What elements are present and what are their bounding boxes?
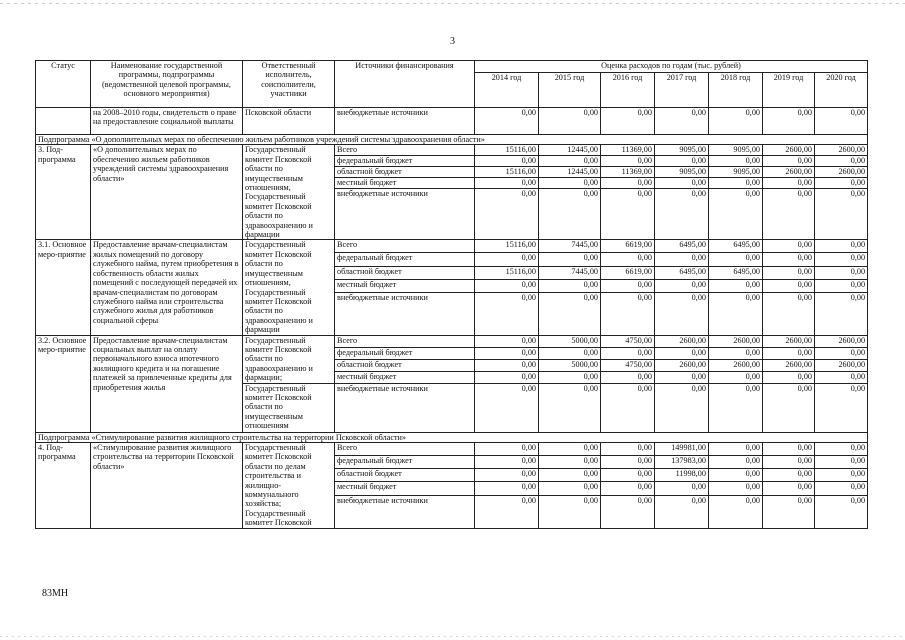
value-cell: 2600,00 xyxy=(763,359,815,371)
scan-edge-bottom xyxy=(0,636,905,637)
value-cell: 6495,00 xyxy=(709,266,763,279)
value-cell: 7445,00 xyxy=(539,240,601,253)
budget-table xyxy=(35,60,868,529)
value-cell: 0,00 xyxy=(475,456,539,469)
value-cell: 0,00 xyxy=(475,347,539,359)
value-cell: 0,00 xyxy=(539,279,601,292)
value-cell: 0,00 xyxy=(655,253,709,266)
source-regional: областной бюджет xyxy=(335,266,475,279)
value-cell: 6495,00 xyxy=(655,266,709,279)
value-cell: 0,00 xyxy=(539,253,601,266)
value-cell: 0,00 xyxy=(763,371,815,383)
table-row xyxy=(36,145,868,156)
year-2020: 2020 год xyxy=(815,73,868,108)
value-cell: 0,00 xyxy=(815,482,868,495)
value-cell: 0,00 xyxy=(539,178,601,189)
value-cell: 12445,00 xyxy=(539,145,601,156)
value-cell: 0,00 xyxy=(763,469,815,482)
year-2018: 2018 год xyxy=(709,73,763,108)
value-cell: 0,00 xyxy=(475,383,539,432)
value-cell: 5000,00 xyxy=(539,359,601,371)
block-4-status: 4. Под-программа xyxy=(36,442,91,528)
header-name: Наименование государственной программы, подпрограммы (ведомственной целевой программы, основного мероприятия) xyxy=(91,61,243,108)
value-cell: 0,00 xyxy=(475,156,539,167)
source-federal: федеральный бюджет xyxy=(335,156,475,167)
value-cell: 0,00 xyxy=(601,292,655,335)
subprogram-4-title: Подпрограмма «Стимулирование развития жилищного строительства на территории Псковской области» xyxy=(36,432,868,442)
value-cell: 0,00 xyxy=(815,347,868,359)
value-cell: 0,00 xyxy=(475,178,539,189)
year-2016: 2016 год xyxy=(601,73,655,108)
value-cell: 0,00 xyxy=(763,108,815,135)
header-executor: Ответственный исполнитель, соисполнители, участники xyxy=(243,61,335,108)
value-cell: 0,00 xyxy=(763,495,815,528)
year-2015: 2015 год xyxy=(539,73,601,108)
source-local: местный бюджет xyxy=(335,178,475,189)
value-cell: 0,00 xyxy=(763,347,815,359)
value-cell: 0,00 xyxy=(601,178,655,189)
value-cell: 0,00 xyxy=(601,383,655,432)
source-local: местный бюджет xyxy=(335,371,475,383)
scan-edge-top xyxy=(0,3,905,4)
source-regional: областной бюджет xyxy=(335,469,475,482)
value-cell: 0,00 xyxy=(601,442,655,455)
table-row xyxy=(36,240,868,253)
header-row xyxy=(36,61,868,73)
value-cell: 0,00 xyxy=(475,371,539,383)
value-cell: 6495,00 xyxy=(709,240,763,253)
value-cell: 0,00 xyxy=(815,178,868,189)
value-cell: 2600,00 xyxy=(655,359,709,371)
value-cell: 0,00 xyxy=(709,189,763,240)
value-cell: 15116,00 xyxy=(475,240,539,253)
block-4-executor: Государственный комитет Псковской области по делам строительства и жилищно-коммунального хозяйства; Государственный комитет Псковской xyxy=(243,442,335,528)
value-cell: 0,00 xyxy=(655,495,709,528)
value-cell: 0,00 xyxy=(709,495,763,528)
value-cell: 0,00 xyxy=(763,189,815,240)
footer-code: 83МН xyxy=(42,588,69,599)
value-cell: 11998,00 xyxy=(655,469,709,482)
value-cell: 0,00 xyxy=(475,469,539,482)
value-cell: 0,00 xyxy=(655,292,709,335)
value-cell: 0,00 xyxy=(539,482,601,495)
value-cell: 0,00 xyxy=(539,371,601,383)
block-3-status: 3. Под-программа xyxy=(36,145,91,240)
value-cell: 0,00 xyxy=(763,156,815,167)
value-cell: 0,00 xyxy=(601,279,655,292)
value-cell: 0,00 xyxy=(475,335,539,347)
value-cell: 0,00 xyxy=(763,442,815,455)
value-cell: 0,00 xyxy=(655,178,709,189)
block-3-executor: Государственный комитет Псковской области по имущественным отношениям, Государственный комитет Псковской области по здравоохранению и фармации xyxy=(243,145,335,240)
value-cell: 0,00 xyxy=(709,253,763,266)
value-cell: 0,00 xyxy=(709,347,763,359)
value-cell: 6619,00 xyxy=(601,266,655,279)
value-cell: 0,00 xyxy=(815,456,868,469)
value-cell: 2600,00 xyxy=(709,359,763,371)
source-local: местный бюджет xyxy=(335,279,475,292)
value-cell: 0,00 xyxy=(539,469,601,482)
value-cell: 0,00 xyxy=(601,108,655,135)
value-cell: 0,00 xyxy=(709,156,763,167)
continuation-name: на 2008–2010 годы, свидетельств о праве на предоставление социальной выплаты xyxy=(91,108,243,135)
value-cell: 0,00 xyxy=(815,442,868,455)
value-cell: 0,00 xyxy=(601,456,655,469)
value-cell: 0,00 xyxy=(763,279,815,292)
block-31-name: Предоставление врачам-специалистам жилых помещений по договору служебного найма, путем приобретения в собственность области жилых помещений с последующей передачей их врачам-специалистам по договорам служебного найма или строительства служебного жилья для работников социальной сферы xyxy=(91,240,243,335)
value-cell: 0,00 xyxy=(815,383,868,432)
source-total: Всего xyxy=(335,335,475,347)
value-cell: 0,00 xyxy=(475,253,539,266)
source-offbudget: внебюджетные источники xyxy=(335,495,475,528)
value-cell: 2600,00 xyxy=(815,335,868,347)
source-federal: федеральный бюджет xyxy=(335,347,475,359)
value-cell: 0,00 xyxy=(709,292,763,335)
subprogram-3-title: Подпрограмма «О дополнительных мерах по обеспечению жильем работников учреждений системы здравоохранения области» xyxy=(36,135,868,145)
subprogram-title-row xyxy=(36,135,868,145)
value-cell: 0,00 xyxy=(475,108,539,135)
header-sources: Источники финансирования xyxy=(335,61,475,108)
header-status: Статус xyxy=(36,61,91,108)
source-offbudget: внебюджетные источники xyxy=(335,292,475,335)
value-cell: 5000,00 xyxy=(539,335,601,347)
block-32-status: 3.2. Основное меро-приятие xyxy=(36,335,91,432)
value-cell: 0,00 xyxy=(539,456,601,469)
value-cell: 0,00 xyxy=(763,292,815,335)
value-cell: 15116,00 xyxy=(475,266,539,279)
value-cell: 0,00 xyxy=(709,279,763,292)
value-cell: 0,00 xyxy=(709,108,763,135)
source-total: Всего xyxy=(335,145,475,156)
value-cell: 0,00 xyxy=(475,482,539,495)
value-cell: 2600,00 xyxy=(815,167,868,178)
value-cell: 0,00 xyxy=(815,371,868,383)
block-3-name: «О дополнительных мерах по обеспечению жильем работников учреждений системы здравоохранения области» xyxy=(91,145,243,240)
year-2019: 2019 год xyxy=(763,73,815,108)
page-number: 3 xyxy=(450,36,455,47)
value-cell: 0,00 xyxy=(815,253,868,266)
value-cell: 0,00 xyxy=(601,469,655,482)
value-cell: 0,00 xyxy=(815,156,868,167)
value-cell: 4750,00 xyxy=(601,359,655,371)
value-cell: 0,00 xyxy=(709,482,763,495)
continuation-executor: Псковской области xyxy=(243,108,335,135)
value-cell: 0,00 xyxy=(815,189,868,240)
value-cell: 2600,00 xyxy=(763,335,815,347)
value-cell: 137983,00 xyxy=(655,456,709,469)
value-cell: 0,00 xyxy=(475,189,539,240)
value-cell: 0,00 xyxy=(709,371,763,383)
value-cell: 0,00 xyxy=(815,266,868,279)
value-cell: 4750,00 xyxy=(601,335,655,347)
value-cell: 0,00 xyxy=(709,178,763,189)
value-cell: 2600,00 xyxy=(815,359,868,371)
value-cell: 0,00 xyxy=(539,108,601,135)
value-cell: 2600,00 xyxy=(763,145,815,156)
value-cell: 0,00 xyxy=(655,156,709,167)
table-row xyxy=(36,442,868,455)
value-cell: 0,00 xyxy=(815,279,868,292)
value-cell: 149981,00 xyxy=(655,442,709,455)
value-cell: 0,00 xyxy=(763,266,815,279)
block-4-name: «Стимулирование развития жилищного строительства на территории Псковской области» xyxy=(91,442,243,528)
value-cell: 11369,00 xyxy=(601,145,655,156)
value-cell: 0,00 xyxy=(815,240,868,253)
continuation-source: внебюджетные источники xyxy=(335,108,475,135)
source-federal: федеральный бюджет xyxy=(335,253,475,266)
value-cell: 0,00 xyxy=(601,371,655,383)
value-cell: 0,00 xyxy=(601,495,655,528)
value-cell: 0,00 xyxy=(815,108,868,135)
value-cell: 0,00 xyxy=(655,482,709,495)
value-cell: 12445,00 xyxy=(539,167,601,178)
source-local: местный бюджет xyxy=(335,482,475,495)
value-cell: 0,00 xyxy=(539,292,601,335)
value-cell: 0,00 xyxy=(475,359,539,371)
source-federal: федеральный бюджет xyxy=(335,456,475,469)
value-cell: 9095,00 xyxy=(709,145,763,156)
value-cell: 0,00 xyxy=(763,383,815,432)
source-regional: областной бюджет xyxy=(335,167,475,178)
value-cell: 0,00 xyxy=(655,189,709,240)
value-cell: 0,00 xyxy=(763,482,815,495)
value-cell: 15116,00 xyxy=(475,145,539,156)
value-cell: 9095,00 xyxy=(709,167,763,178)
value-cell: 2600,00 xyxy=(815,145,868,156)
value-cell: 6619,00 xyxy=(601,240,655,253)
value-cell: 0,00 xyxy=(815,292,868,335)
value-cell: 2600,00 xyxy=(709,335,763,347)
year-2014: 2014 год xyxy=(475,73,539,108)
value-cell: 0,00 xyxy=(539,156,601,167)
value-cell: 0,00 xyxy=(601,189,655,240)
value-cell: 0,00 xyxy=(763,178,815,189)
value-cell: 9095,00 xyxy=(655,145,709,156)
value-cell: 9095,00 xyxy=(655,167,709,178)
value-cell: 15116,00 xyxy=(475,167,539,178)
block-31-status: 3.1. Основное меро-приятие xyxy=(36,240,91,335)
value-cell: 0,00 xyxy=(475,495,539,528)
value-cell: 0,00 xyxy=(539,189,601,240)
source-total: Всего xyxy=(335,240,475,253)
subprogram-title-row xyxy=(36,432,868,442)
value-cell: 0,00 xyxy=(475,442,539,455)
value-cell: 7445,00 xyxy=(539,266,601,279)
value-cell: 0,00 xyxy=(601,156,655,167)
value-cell: 0,00 xyxy=(475,292,539,335)
value-cell: 0,00 xyxy=(655,108,709,135)
value-cell: 2600,00 xyxy=(655,335,709,347)
continuation-status xyxy=(36,108,91,135)
value-cell: 0,00 xyxy=(763,240,815,253)
value-cell: 0,00 xyxy=(709,456,763,469)
value-cell: 0,00 xyxy=(601,347,655,359)
value-cell: 0,00 xyxy=(815,469,868,482)
value-cell: 0,00 xyxy=(709,469,763,482)
value-cell: 0,00 xyxy=(709,442,763,455)
value-cell: 0,00 xyxy=(763,456,815,469)
year-2017: 2017 год xyxy=(655,73,709,108)
source-offbudget: внебюджетные источники xyxy=(335,189,475,240)
value-cell: 0,00 xyxy=(655,371,709,383)
value-cell: 0,00 xyxy=(475,279,539,292)
source-total: Всего xyxy=(335,442,475,455)
value-cell: 0,00 xyxy=(539,383,601,432)
source-regional: областной бюджет xyxy=(335,359,475,371)
value-cell: 0,00 xyxy=(655,383,709,432)
block-32-name: Предоставление врачам-специалистам социальных выплат на оплату первоначального взноса ипотечного жилищного кредита и на погашение платежей за привлеченные кредиты для приобретения жилья xyxy=(91,335,243,432)
source-offbudget: внебюджетные источники xyxy=(335,383,475,432)
block-32-executor-1: Государственный комитет Псковской области по здравоохранению и фармации; xyxy=(243,335,335,383)
value-cell: 0,00 xyxy=(601,253,655,266)
table-row xyxy=(36,335,868,347)
value-cell: 0,00 xyxy=(601,482,655,495)
value-cell: 0,00 xyxy=(539,347,601,359)
block-32-executor-2: Государственный комитет Псковской области по имущественным отношениям xyxy=(243,383,335,432)
value-cell: 0,00 xyxy=(763,253,815,266)
value-cell: 0,00 xyxy=(539,495,601,528)
value-cell: 0,00 xyxy=(815,495,868,528)
block-31-executor: Государственный комитет Псковской области по имущественным отношениям, Государственный комитет Псковской области по здравоохранению и фармации xyxy=(243,240,335,335)
continuation-row xyxy=(36,108,868,135)
value-cell: 6495,00 xyxy=(655,240,709,253)
value-cell: 0,00 xyxy=(709,383,763,432)
value-cell: 2600,00 xyxy=(763,167,815,178)
value-cell: 0,00 xyxy=(539,442,601,455)
value-cell: 0,00 xyxy=(655,279,709,292)
value-cell: 11369,00 xyxy=(601,167,655,178)
header-estimate: Оценка расходов по годам (тыс. рублей) xyxy=(475,61,868,73)
value-cell: 0,00 xyxy=(655,347,709,359)
